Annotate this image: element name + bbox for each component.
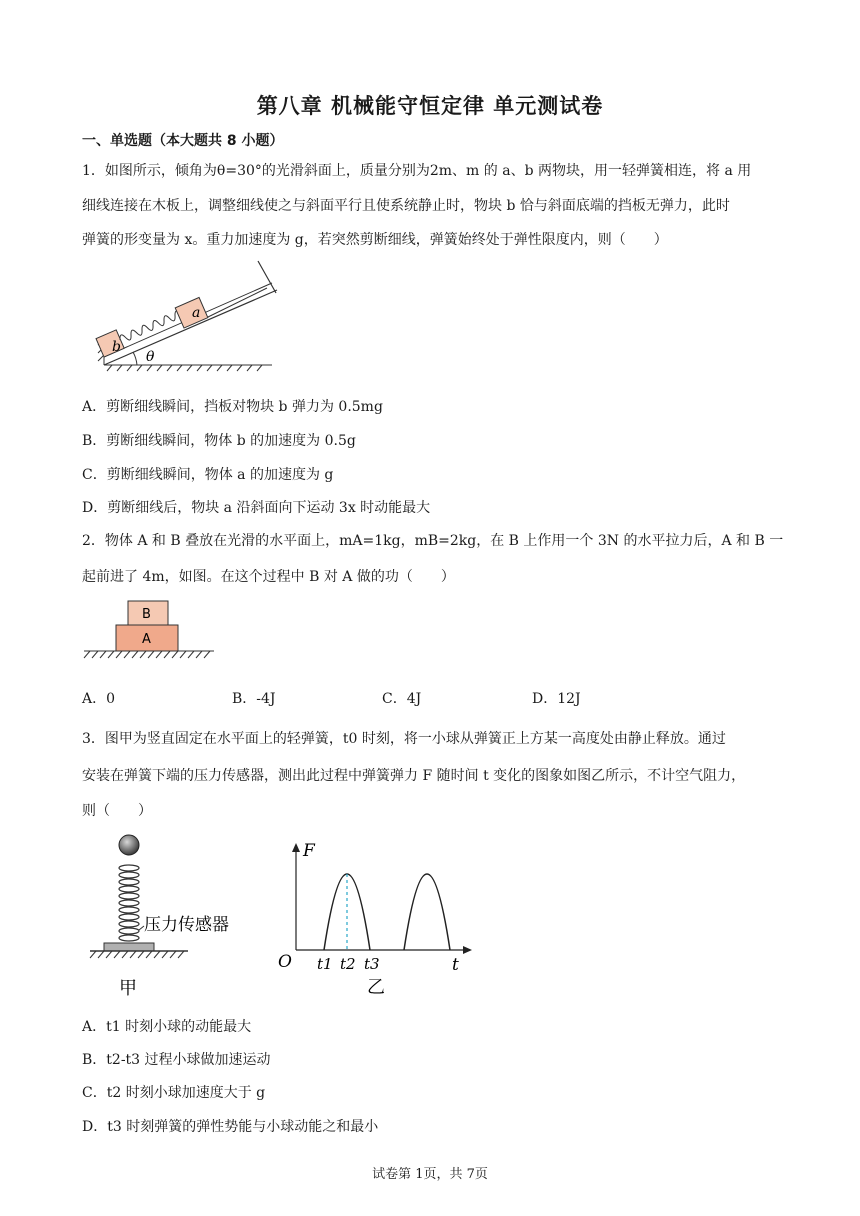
tick-t3: t3 [364, 955, 380, 973]
ball-icon [119, 835, 139, 855]
q1-line-2: 细线连接在木板上，调整细线使之与斜面平行且使系统静止时，物块 b 恰与斜面底端的挡板无弹力，此时 [82, 198, 730, 214]
q1-option-c: C．剪断细线瞬间，物体 a 的加速度为 g [82, 467, 334, 483]
q2-option-b: B．-4J [232, 691, 276, 707]
q3-line-2: 安装在弹簧下端的压力传感器，测出此过程中弹簧弹力 F 随时间 t 变化的图象如图乙所示，不计空气阻力， [82, 768, 746, 784]
q2-option-c: C．4J [382, 691, 422, 707]
page-title: 第八章 机械能守恒定律 单元测试卷 [256, 94, 604, 118]
q3-force-time-graph [272, 838, 482, 998]
q3-option-b: B．t2-t3 过程小球做加速运动 [82, 1052, 271, 1068]
block-a-label: a [192, 305, 201, 321]
page-footer: 试卷第 1页，共 7页 [372, 1167, 488, 1182]
q2-line-1: 2．物体 A 和 B 叠放在光滑的水平面上，mA=1kg，mB=2kg，在 B 上作用一个 3N 的水平拉力后，A 和 B 一 [82, 533, 784, 549]
block-b-label: B [142, 607, 151, 622]
q3-spring-figure [82, 830, 262, 1000]
origin-label: O [278, 952, 292, 972]
q2-stacked-blocks-figure [82, 598, 222, 668]
tick-t2: t2 [340, 955, 356, 973]
block-a-label: A [142, 632, 151, 647]
q1-line-1: 1．如图所示，倾角为θ=30°的光滑斜面上，质量分别为2m、m 的 a、b 两物块，用一轻弹簧相连，将 a 用 [82, 163, 752, 179]
q1-line-3: 弹簧的形变量为 x。重力加速度为 g，若突然剪断细线，弹簧始终处于弹性限度内，则（ ） [82, 232, 668, 248]
pressure-sensor [104, 943, 154, 951]
figure-yi-label: 乙 [367, 977, 385, 998]
q2-line-2: 起前进了 4m，如图。在这个过程中 B 对 A 做的功（ ） [82, 569, 455, 585]
q1-option-b: B．剪断细线瞬间，物体 b 的加速度为 0.5g [82, 433, 356, 449]
figure-jia-label: 甲 [119, 978, 137, 999]
force-hump-2 [404, 874, 450, 950]
tick-t1: t1 [317, 955, 333, 973]
block-b-label: b [112, 339, 121, 355]
t-axis-label: t [452, 955, 459, 975]
q3-line-3: 则（ ） [82, 803, 152, 819]
q2-option-d: D．12J [532, 691, 581, 707]
section-heading: 一、单选题（本大题共 8 小题） [82, 133, 284, 149]
sensor-label: 压力传感器 [144, 915, 229, 935]
q1-option-d: D．剪断细线后，物块 a 沿斜面向下运动 3x 时动能最大 [82, 500, 431, 516]
f-axis-label: F [303, 841, 315, 861]
q3-option-c: C．t2 时刻小球加速度大于 g [82, 1085, 266, 1101]
q3-option-a: A．t1 时刻小球的动能最大 [82, 1019, 252, 1035]
q2-option-a: A．0 [82, 691, 116, 707]
q1-option-a: A．剪断细线瞬间，挡板对物块 b 弹力为 0.5mg [82, 399, 383, 415]
q3-option-d: D．t3 时刻弹簧的弹性势能与小球动能之和最小 [82, 1119, 379, 1135]
q1-incline-figure [82, 255, 282, 375]
q3-line-1: 3．图甲为竖直固定在水平面上的轻弹簧，t0 时刻，将一小球从弹簧正上方某一高度处由静止释放。通过 [82, 731, 726, 747]
theta-label: θ [146, 349, 155, 365]
